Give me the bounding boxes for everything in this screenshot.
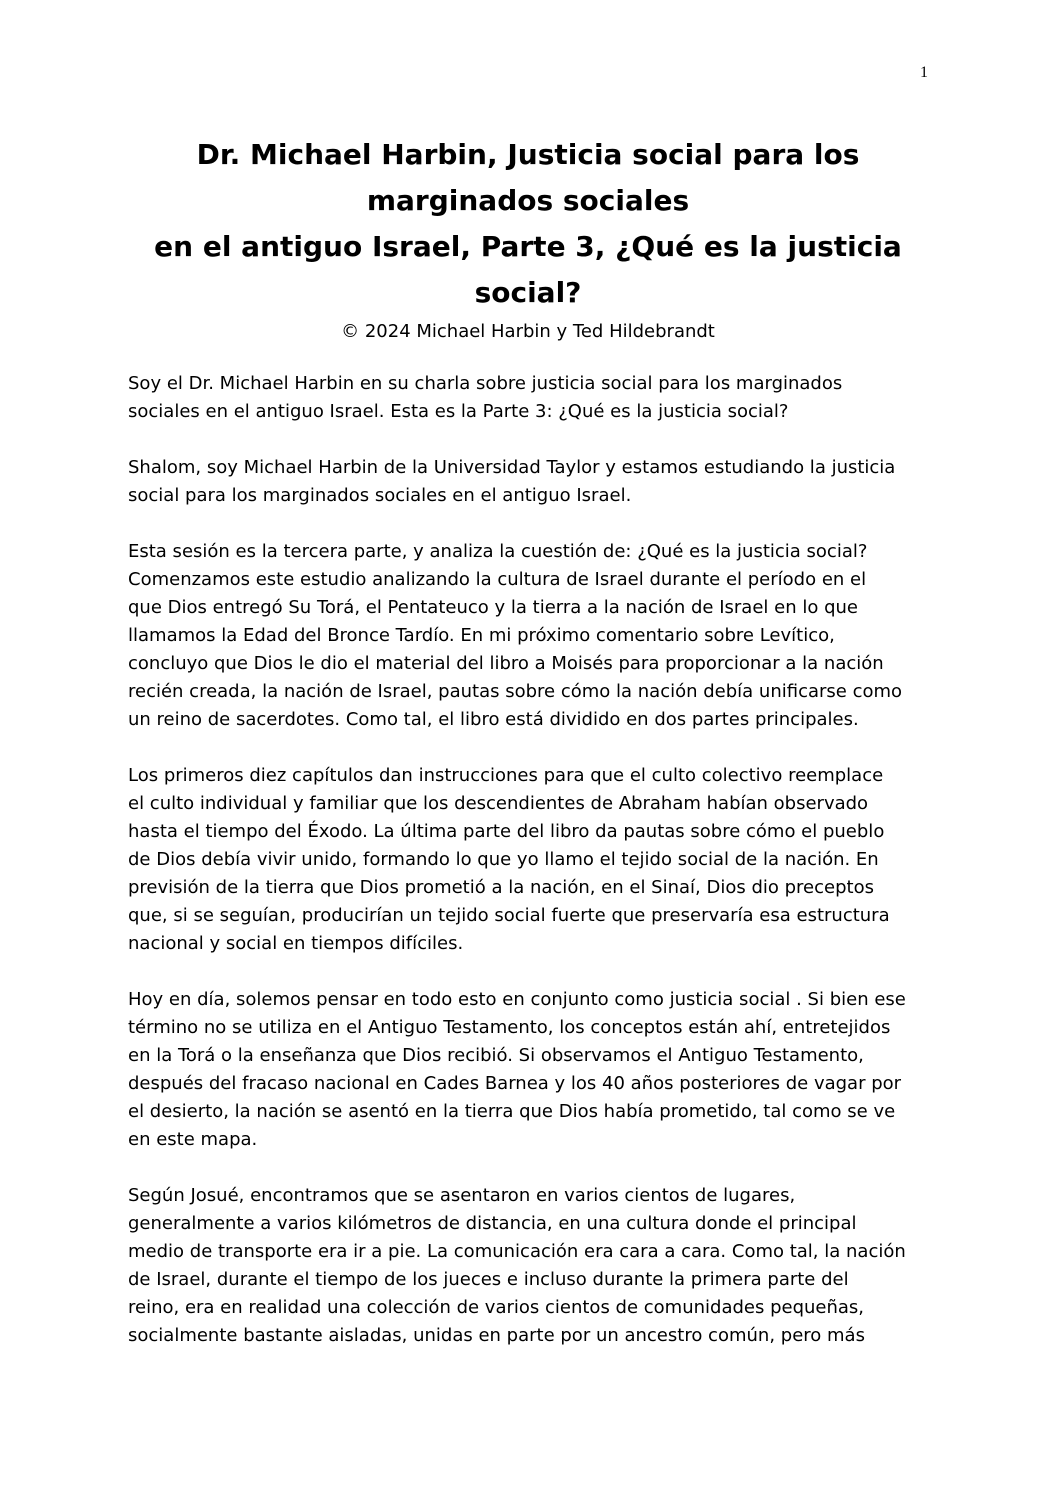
- text-line: el desierto, la nación se asentó en la tierra que Dios había prometido, tal como se ve: [128, 1101, 896, 1122]
- text-line: Según Josué, encontramos que se asentaron en varios cientos de lugares,: [128, 1185, 796, 1206]
- text-line: el culto individual y familiar que los descendientes de Abraham habían observado: [128, 793, 869, 814]
- text-line: término no se utiliza en el Antiguo Testamento, los conceptos están ahí, entretejidos: [128, 1017, 891, 1038]
- paragraph: [128, 370, 948, 426]
- text-line: Hoy en día, solemos pensar en todo esto en conjunto como justicia social . Si bien ese: [128, 989, 906, 1010]
- text-line: que, si se seguían, producirían un tejido social fuerte que preservaría esa estructura: [128, 905, 890, 926]
- text-line: después del fracaso nacional en Cades Barnea y los 40 años posteriores de vagar por: [128, 1073, 902, 1094]
- title-line: Dr. Michael Harbin, Justicia social para los: [196, 138, 860, 171]
- text-line: que Dios entregó Su Torá, el Pentateuco y la tierra a la nación de Israel en lo que: [128, 597, 858, 618]
- document-title: [128, 132, 928, 316]
- text-line: social para los marginados sociales en el antiguo Israel.: [128, 485, 632, 506]
- text-line: Soy el Dr. Michael Harbin en su charla sobre justicia social para los marginados: [128, 373, 843, 394]
- text-line: sociales en el antiguo Israel. Esta es la Parte 3: ¿Qué es la justicia social?: [128, 401, 789, 422]
- text-line: Comenzamos este estudio analizando la cultura de Israel durante el período en el: [128, 569, 867, 590]
- copyright-notice: © 2024 Michael Harbin y Ted Hildebrandt: [341, 321, 715, 342]
- text-line: concluyo que Dios le dio el material del libro a Moisés para proporcionar a la nación: [128, 653, 884, 674]
- text-line: en este mapa.: [128, 1129, 258, 1150]
- text-line: en la Torá o la enseñanza que Dios recibió. Si observamos el Antiguo Testamento,: [128, 1045, 864, 1066]
- title-line: social?: [474, 276, 582, 309]
- text-line: Los primeros diez capítulos dan instrucciones para que el culto colectivo reemplace: [128, 765, 884, 786]
- document-body: [128, 370, 948, 1378]
- title-line: en el antiguo Israel, Parte 3, ¿Qué es la justicia: [154, 230, 902, 263]
- text-line: reino, era en realidad una colección de varios cientos de comunidades pequeñas,: [128, 1297, 865, 1318]
- text-line: de Israel, durante el tiempo de los jueces e incluso durante la primera parte del: [128, 1269, 849, 1290]
- paragraph: [128, 1182, 948, 1350]
- text-line: generalmente a varios kilómetros de distancia, en una cultura donde el principal: [128, 1213, 857, 1234]
- text-line: nacional y social en tiempos difíciles.: [128, 933, 464, 954]
- paragraph: [128, 538, 948, 734]
- document-header: [128, 132, 928, 346]
- text-line: medio de transporte era ir a pie. La comunicación era cara a cara. Como tal, la nación: [128, 1241, 906, 1262]
- title-line: marginados sociales: [366, 184, 690, 217]
- text-line: socialmente bastante aisladas, unidas en parte por un ancestro común, pero más: [128, 1325, 865, 1346]
- text-line: un reino de sacerdotes. Como tal, el libro está dividido en dos partes principales.: [128, 709, 859, 730]
- text-line: recién creada, la nación de Israel, pautas sobre cómo la nación debía unificarse como: [128, 681, 903, 702]
- text-line: Shalom, soy Michael Harbin de la Universidad Taylor y estamos estudiando la justicia: [128, 457, 896, 478]
- text-line: de Dios debía vivir unido, formando lo que yo llamo el tejido social de la nación. En: [128, 849, 879, 870]
- text-line: Esta sesión es la tercera parte, y analiza la cuestión de: ¿Qué es la justicia social?: [128, 541, 868, 562]
- text-line: llamamos la Edad del Bronce Tardío. En mi próximo comentario sobre Levítico,: [128, 625, 835, 646]
- page-number: 1: [920, 64, 928, 81]
- text-line: previsión de la tierra que Dios prometió a la nación, en el Sinaí, Dios dio preceptos: [128, 877, 874, 898]
- paragraph: [128, 986, 948, 1154]
- paragraph: [128, 762, 948, 958]
- paragraph: [128, 454, 948, 510]
- text-line: hasta el tiempo del Éxodo. La última parte del libro da pautas sobre cómo el pueblo: [128, 821, 885, 842]
